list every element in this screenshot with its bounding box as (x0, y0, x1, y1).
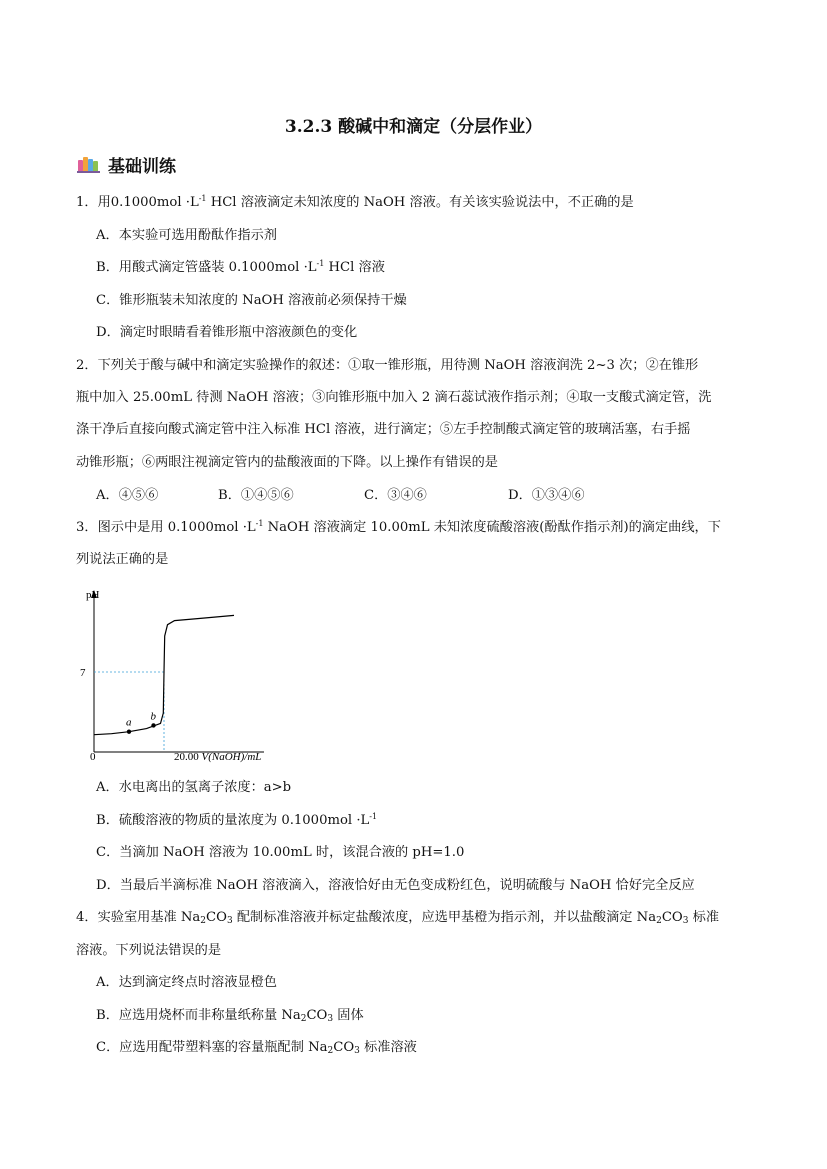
q3-line-2: 列说法正确的是 (76, 552, 169, 567)
q3-line-1: 3．图示中是用 $0.1000mol \cdot L^{-1}$ NaOH 溶液滴定 10.00mL 未知浓度硫酸溶液(酚酞作指示剂)的滴定曲线，下 (76, 519, 721, 535)
x-axis-title: V(NaOH)/mL (201, 751, 262, 763)
q2-option-c: C．③④⑥ (364, 488, 427, 503)
section-header (76, 152, 176, 177)
q4-line-2: 溶液。下列说法错误的是 (76, 943, 222, 958)
q2-line-1: 2．下列关于酸与碱中和滴定实验操作的叙述：①取一锥形瓶，用待测 NaOH 溶液润洗 2~3 次；②在锥形 (76, 358, 699, 373)
q3-option-b: B．硫酸溶液的物质的量浓度为 $0.1000mol \cdot L^{-1}$ (96, 812, 378, 828)
q2-option-d: D．①③④⑥ (508, 488, 585, 503)
q2-option-b: B．①④⑤⑥ (218, 488, 294, 503)
q4-option-c: C．应选用配带塑料塞的容量瓶配制 $Na_2CO_3$ 标准溶液 (96, 1040, 417, 1056)
y-axis-label: pH (86, 589, 100, 601)
point-label-b: b (150, 710, 156, 723)
titration-chart (74, 582, 274, 772)
q1-option-d: D．滴定时眼睛看着锥形瓶中溶液颜色的变化 (96, 325, 358, 340)
q2-line-3: 涤干净后直接向酸式滴定管中注入标准 HCl 溶液，进行滴定；⑤左手控制酸式滴定管的玻璃活塞，右手摇 (76, 422, 691, 437)
q3-option-c: C．当滴加 NaOH 溶液为 10.00mL 时，该混合液的 pH=1.0 (96, 845, 465, 860)
q1-option-b: B．用酸式滴定管盛装 $0.1000mol \cdot L^{-1}$ HCl 溶液 (96, 259, 385, 275)
y-tick-7: 7 (80, 667, 86, 679)
x-axis-label: 20.00 V(NaOH)/mL (174, 751, 262, 763)
q4-option-b: B．应选用烧杯而非称量纸称量 $Na_2CO_3$ 固体 (96, 1008, 364, 1024)
q2-line-4: 动锥形瓶；⑥两眼注视滴定管内的盐酸液面的下降。以上操作有错误的是 (76, 455, 498, 470)
q1-stem: 1．用$0.1000mol \cdot L^{-1}$ HCl 溶液滴定未知浓度的 NaOH 溶液。有关该实验说法中，不正确的是 (76, 194, 634, 210)
books-icon (76, 156, 102, 174)
q4-line-1: 4．实验室用基准 $Na_2CO_3$ 配制标准溶液并标定盐酸浓度，应选甲基橙为指示剂，并以盐酸滴定 $Na_2CO_3$ 标准 (76, 910, 720, 926)
section-title: 基础训练 (108, 157, 176, 177)
q1-option-c: C．锥形瓶装未知浓度的 NaOH 溶液前必须保持干燥 (96, 293, 407, 308)
point-a (127, 729, 131, 733)
q2-line-2: 瓶中加入 25.00mL 待测 NaOH 溶液；③向锥形瓶中加入 2 滴石蕊试液作指示剂；④取一支酸式滴定管，洗 (76, 390, 712, 405)
q1-option-a: A．本实验可选用酚酞作指示剂 (96, 228, 277, 243)
point-label-a: a (126, 716, 132, 729)
q4-option-a: A．达到滴定终点时溶液显橙色 (96, 975, 277, 990)
x-tick-0: 0 (90, 751, 96, 763)
point-b (151, 723, 155, 727)
q3-option-a: A．水电离出的氢离子浓度：a>b (96, 780, 292, 795)
page-title: 3.2.3 酸碱中和滴定（分层作业） (284, 117, 543, 137)
q2-option-a: A．④⑤⑥ (96, 488, 159, 503)
q3-option-d: D．当最后半滴标准 NaOH 溶液滴入，溶液恰好由无色变成粉红色，说明硫酸与 NaOH 恰好完全反应 (96, 878, 695, 893)
